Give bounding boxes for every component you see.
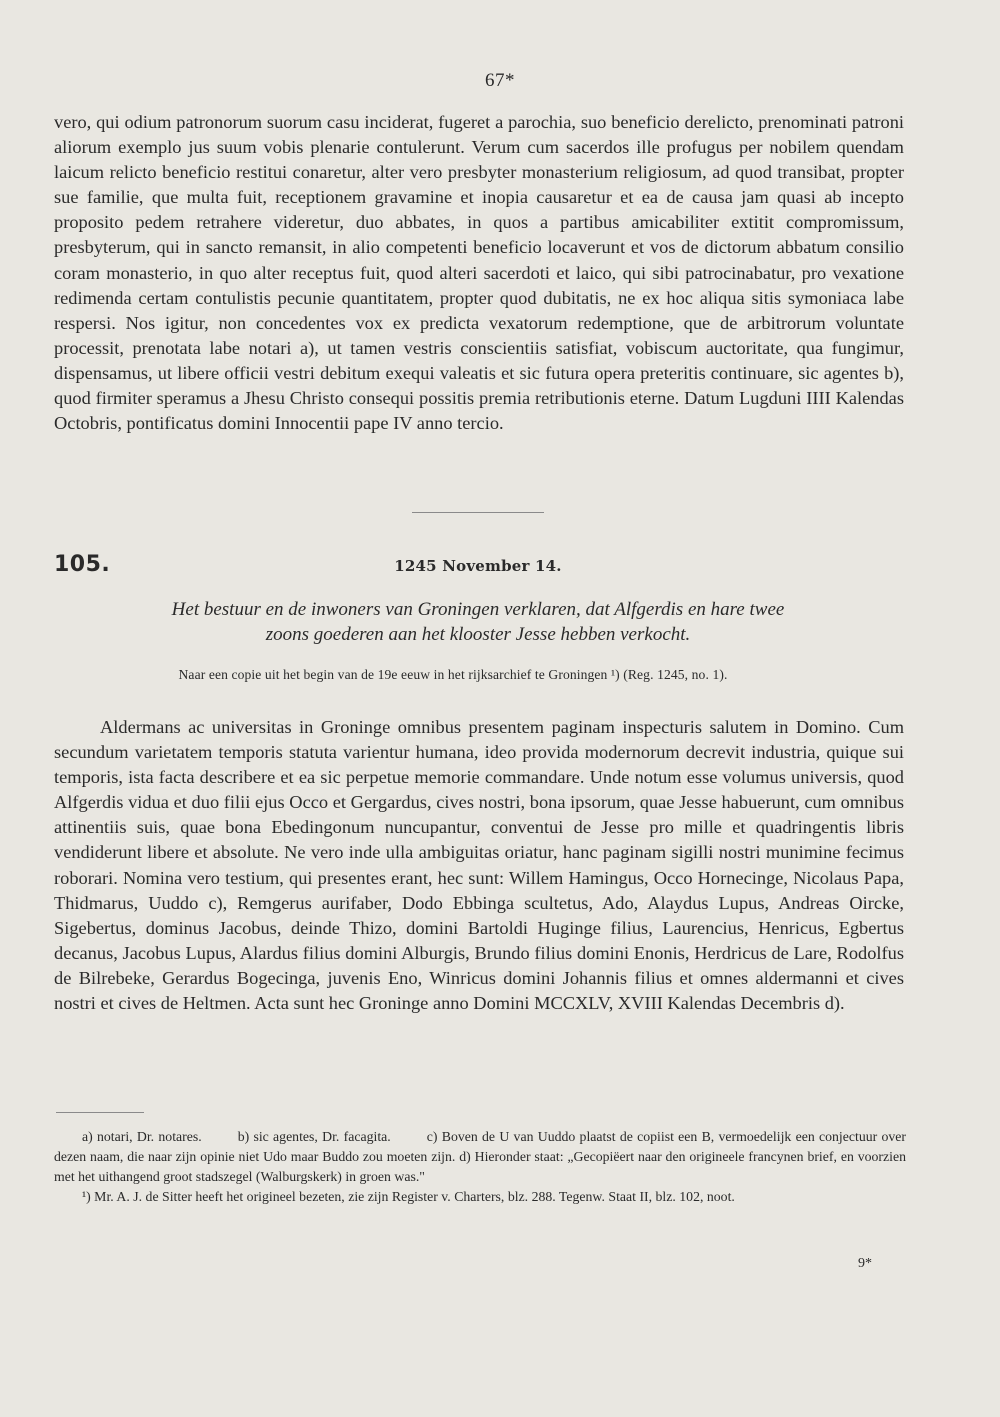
regest-line-1: Het bestuur en de inwoners van Groningen verklaren, dat Alfgerdis en hare twee: [171, 599, 785, 620]
document-text-paragraph: Aldermans ac universitas in Groninge omnibus presentem paginam inspecturis salutem in Domino. Cum secundum varietatem temporis statuta varientur humana, ideo provida modernorum decrevit industria, quique sui temporis, ista facta describere et ea sic perpetue memorie commandare. Unde notum esse volumus universis, quod Alfgerdis vidua et duo filii ejus Occo et Gergardus, cives nostri, bona ipsorum, quae Jesse habuerunt, cum omnibus attinentiis suis, quae bona Ebedingonum nuncupantur, conventui de Jesse pro mille et quadringentis libris vendiderunt libere et absolute. Ne vero inde ulla ambiguitas oriatur, hanc paginam sigilli nostri munimine fecimus roborari. Nomina vero testium, qui presentes erant, hec sunt: Willem Hamingus, Occo Hornecinge, Nicolaus Papa, Thidmarus, Uuddo c), Remgerus aurifaber, Dodo Ebbinga scultetus, Ado, Alaydus Lupus, Andreas Oircke, Sigebertus, dominus Jacobus, deinde Thizo, domini Bartoldi Huginge filius, Laurencius, Henricus, Egbertus decanus, Jacobus Lupus, Alardus filius domini Alburgis, Brundo filius domini Enonis, Herdricus de Lare, Rodolfus de Bilrebeke, Gerardus Bogecinga, juvenis Eno, Winricus domini Johannis filius et omnes aldermanni et cives nostri et cives de Heltmen. Acta sunt hec Groninge anno Domini MCCXLV, XVIII Kalendas Decembris d).: [54, 717, 904, 1014]
footnote-d: d) Hieronder staat: „Gecopiëert naar den origineele francynen brief, en voorzien met het uithangend groot stadszegel (Walburgskerk) in groen was.": [54, 1149, 906, 1184]
source-note: Naar een copie uit het begin van de 19e eeuw in het rijksarchief te Groningen ¹) (Reg. 1245, no. 1).: [178, 667, 728, 682]
footnote-a: a) notari, Dr. notares.: [82, 1129, 202, 1144]
footnote-b: b) sic agentes, Dr. facagita.: [237, 1129, 391, 1144]
footnote-c: c) Boven de U van Uuddo plaatst de copiist een B, vermoedelijk een conjectuur over dezen naam, die naar zijn opinie niet Udo maar Buddo zou moeten zijn.: [54, 1129, 906, 1164]
section-divider: [412, 512, 544, 513]
footnote-group: [54, 1127, 906, 1187]
document-text: [54, 715, 904, 1016]
page-number: 67*: [485, 70, 515, 91]
regest-line-2: zoons goederen aan het klooster Jesse hebben verkocht.: [265, 624, 691, 645]
previous-document-text: [54, 110, 904, 436]
footnote-1: ¹) Mr. A. J. de Sitter heeft het origineel bezeten, zie zijn Register v. Charters, blz. 288. Tegenw. Staat II, blz. 102, noot.: [82, 1189, 735, 1204]
footnotes: [54, 1127, 906, 1207]
document-date: 1245 November 14.: [394, 557, 562, 575]
document-regest: [0, 597, 956, 647]
signature-mark: 9*: [858, 1256, 872, 1271]
previous-text-paragraph: vero, qui odium patronorum suorum casu inciderat, fugeret a parochia, suo beneficio derelicto, prenominati patroni aliorum exemplo jus suum vobis plenarie contulerunt. Verum cum sacerdos ille profugus per nobilem quendam laicum relicto beneficio restitui conaretur, alter vero presbyter monasterium religiosum, ad quod transibat, propter sue familie, que multa fuit, receptionem gravamine et inopia causaretur et ea de causa jam quasi ab incepto proposito pedem retrahere videretur, duo abbates, in quos a partibus amicabiliter extitit compromissum, presbyterum, qui in sancto remansit, in alio competenti beneficio locaverunt et vos de dictorum abbatum consilio coram monasterio, in quo alter receptus fuit, quod alteri sacerdoti et laico, qui sibi patrocinabatur, pro vexatione redimenda certam contulistis pecunie quantitatem, propter quod dubitatis, ne ex hoc aliqua sitis symoniaca labe respersi. Nos igitur, non concedentes vox ex predicta vexatorum redemptione, que de arbitrorum voluntate processit, prenotata labe notari a), ut tamen vestris conscientiis satisfiat, vobiscum auctoritate, qua fungimur, dispensamus, ut libere officii vestri debitum exequi valeatis et sic futura opera preteritis continuare, sic agentes b), quod firmiter speramus a Jhesu Christo consequi possitis premia retributionis eterne. Datum Lugduni IIII Kalendas Octobris, pontificatus domini Innocentii pape IV anno tercio.: [54, 112, 904, 434]
document-number: 105.: [54, 552, 111, 577]
footnote-divider: [56, 1112, 144, 1113]
